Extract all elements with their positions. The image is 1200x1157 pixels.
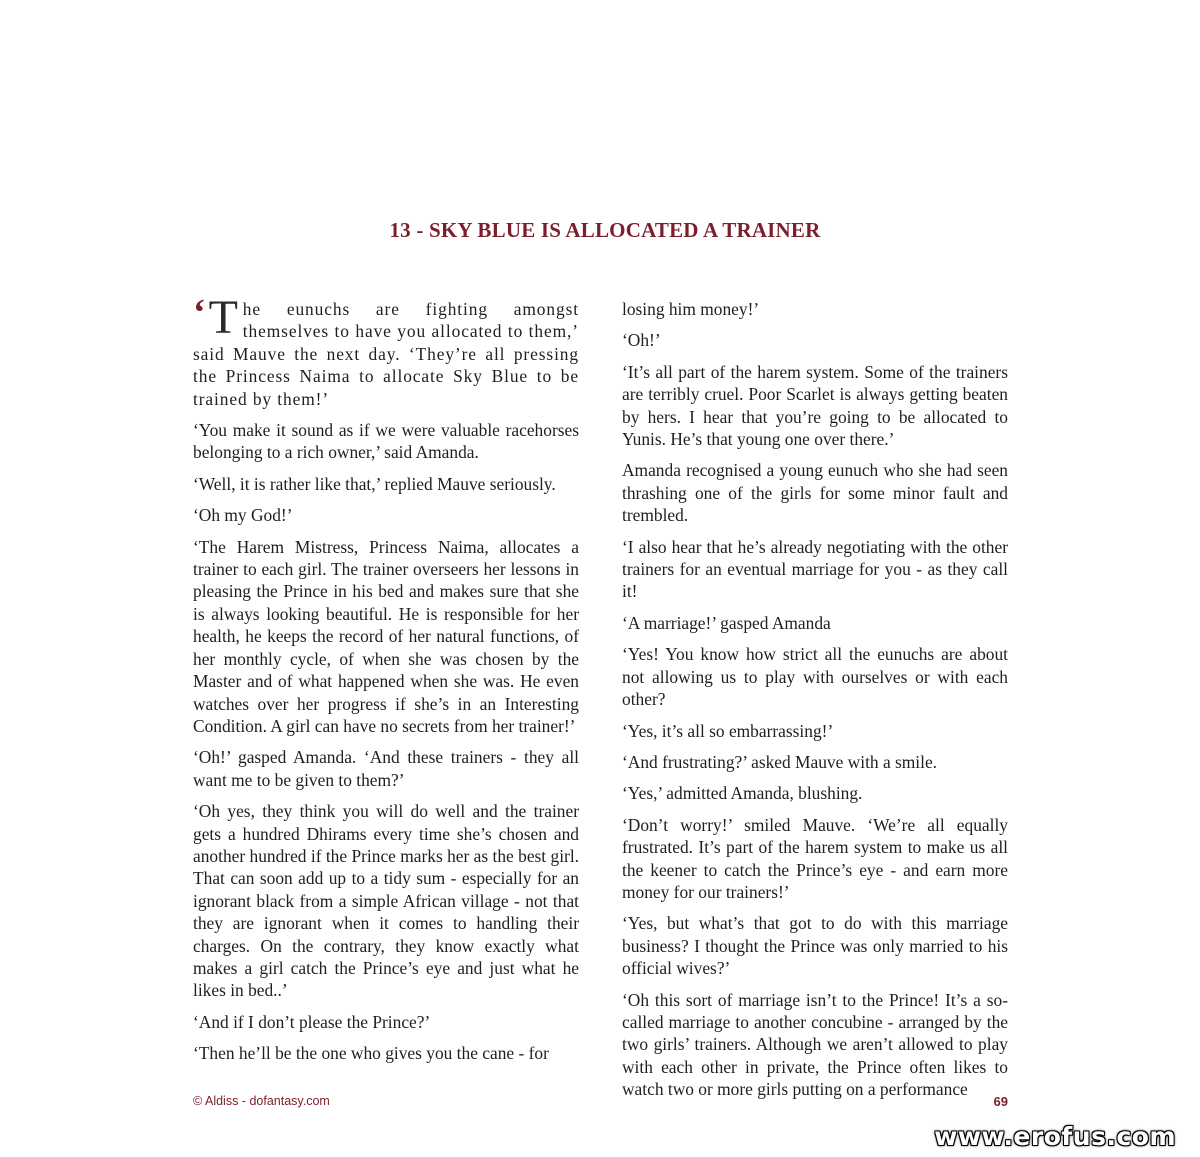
paragraph: ‘Then he’ll be the one who gives you the cane - for (193, 1043, 549, 1064)
right-column (622, 298, 1008, 1110)
paragraph: ‘Oh!’ gasped Amanda. ‘And these trainers - they all want me to be given to them?’ (193, 747, 579, 790)
paragraph: ‘And if I don’t please the Prince?’ (193, 1011, 431, 1032)
paragraph: ‘Yes, but what’s that got to do with this marriage business? I thought the Prince was only married to his official wives?’ (622, 913, 1008, 979)
left-column (193, 291, 579, 1074)
page-number: 69 (993, 1094, 1008, 1109)
paragraph: ‘The Harem Mistress, Princess Naima, allocates a trainer to each girl. The trainer overseers her lessons in pleasing the Prince in his bed and makes sure that she is always looking beautiful. He is responsible for her health, he keeps the record of her natural functions, of her monthly cycle, of when she was chosen by the Master and of what happened when she was. He even watches over her progress if she’s in an Interesting Condition. A girl can have no secrets from her trainer!’ (193, 536, 579, 736)
paragraph: ‘Well, it is rather like that,’ replied Mauve seriously. (193, 473, 556, 494)
paragraph: ‘Oh this sort of marriage isn’t to the Prince! It’s a so-called marriage to another concubine - arranged by the two girls’ trainers. Although we aren’t allowed to play with each other in private, the Prince often likes to watch two or more girls putting on a performance (622, 989, 1008, 1100)
paragraph: ‘Oh!’ (622, 330, 661, 351)
paragraph: ‘A marriage!’ gasped Amanda (622, 612, 831, 633)
paragraph: ‘I also hear that he’s already negotiating with the other trainers for an eventual marriage for you - as they call it! (622, 536, 1008, 602)
dropcap-quote: ‘ (193, 292, 207, 334)
footer-copyright: © Aldiss - dofantasy.com (193, 1094, 330, 1108)
paragraph: ‘Yes,’ admitted Amanda, blushing. (622, 783, 863, 804)
paragraph: ‘You make it sound as if we were valuable racehorses belonging to a rich owner,’ said Amanda. (193, 420, 579, 463)
paragraph: losing him money!’ (622, 299, 760, 319)
paragraph: ‘Oh my God!’ (193, 505, 293, 526)
paragraph: ‘It’s all part of the harem system. Some of the trainers are terribly cruel. Poor Scarlet is always getting beaten by hers. I hear that you’re going to be allocated to Yunis. He’s that young one over there.’ (622, 361, 1008, 450)
paragraph: Amanda recognised a young eunuch who she had seen thrashing one of the girls for some minor fault and trembled. (622, 460, 1008, 526)
paragraph: ‘Oh yes, they think you will do well and the trainer gets a hundred Dhirams every time she’s chosen and another hundred if the Prince marks her as the best girl. That can soon add up to a tidy sum - especially for an ignorant black from a simple African village - not that they are ignorant when it comes to handling their charges. On the contrary, they know exactly what makes a girl catch the Prince’s eye and just what he likes in bed..’ (193, 801, 579, 1001)
chapter-title: 13 - SKY BLUE IS ALLOCATED A TRAINER (389, 218, 821, 242)
first-paragraph (193, 291, 579, 410)
watermark: www.erofus.com (934, 1122, 1176, 1151)
paragraph: ‘Don’t worry!’ smiled Mauve. ‘We’re all equally frustrated. It’s part of the harem system to make us all the keener to catch the Prince’s eye - and earn more money for our trainers!’ (622, 814, 1008, 902)
paragraph: ‘And frustrating?’ asked Mauve with a smile. (622, 751, 938, 772)
paragraph: ‘Yes, it’s all so embarrassing!’ (622, 720, 834, 741)
dropcap-letter: T (208, 291, 239, 344)
paragraph: ‘Yes! You know how strict all the eunuchs are about not allowing us to play with ourselves or with each other? (622, 644, 1008, 710)
first-paragraph-text: he eunuchs are fighting amongst themselves to have you allocated to them,’ said Mauve the next day. ‘They’re all pressing the Princess Naima to allocate Sky Blue to be trained by them!’ (193, 299, 579, 409)
